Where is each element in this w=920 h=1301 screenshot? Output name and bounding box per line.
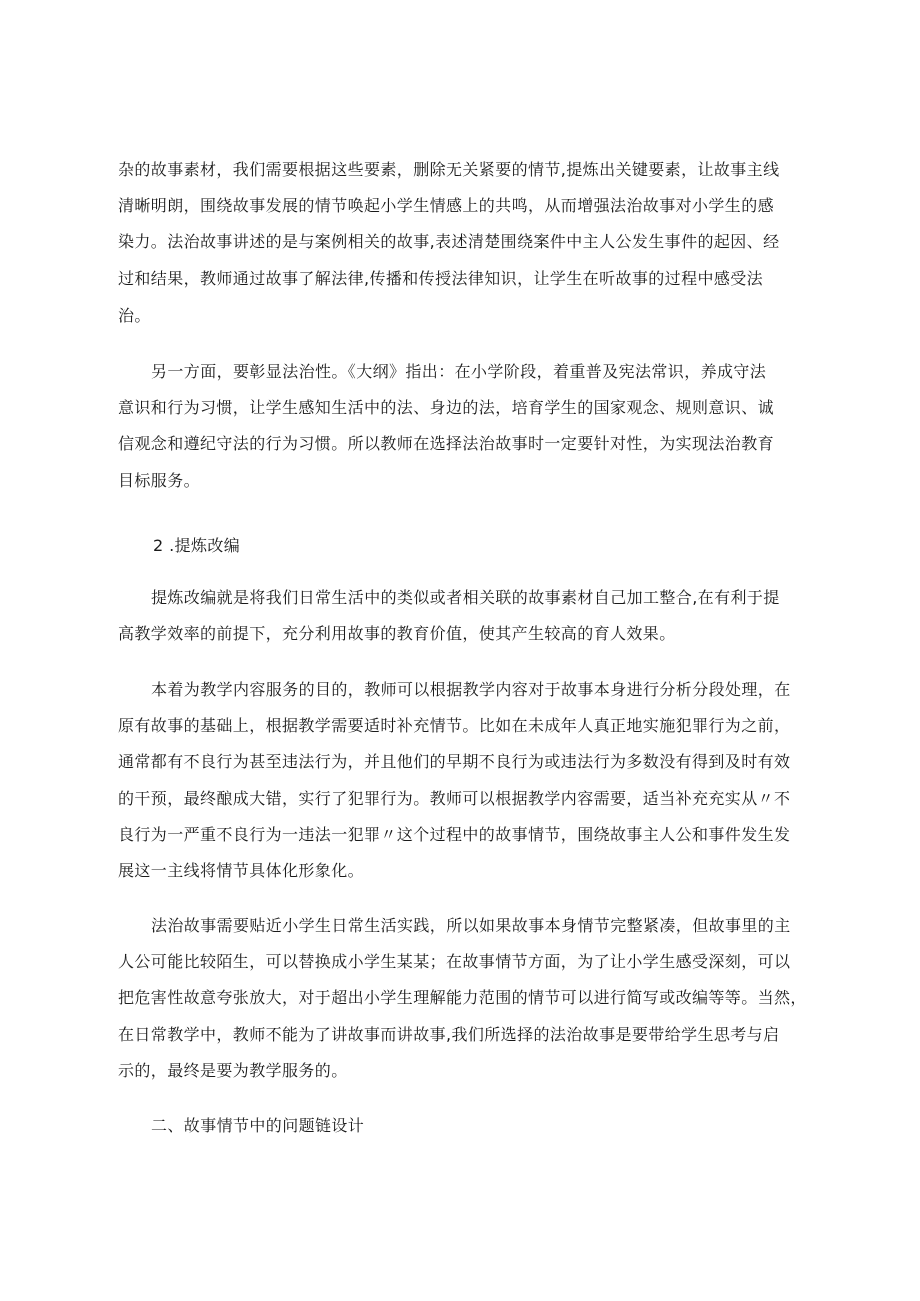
paragraph-1-line-1: 杂的故事素材，我们需要根据这些要素，删除无关紧要的情节,提炼出关键要素，让故事主线	[118, 160, 780, 179]
paragraph-4-line-2: 原有故事的基础上，根据教学需要适时补充情节。比如在未成年人真正地实施犯罪行为之前，	[118, 716, 791, 735]
paragraph-3-line-1: 提炼改编就是将我们日常生活中的类似或者相关联的故事素材自己加工整合,在有利于提	[151, 588, 780, 607]
paragraph-2-line-4: 目标服务。	[118, 471, 201, 490]
section-heading-2: 2 .提炼改编	[153, 536, 241, 555]
paragraph-1-line-4: 过和结果，教师通过故事了解法律,传播和传授法律知识，让学生在听故事的过程中感受法	[118, 269, 764, 288]
paragraph-4-line-1: 本着为教学内容服务的目的，教师可以根据教学内容对于故事本身进行分析分段处理，在	[151, 680, 791, 699]
paragraph-3-line-2: 高教学效率的前提下，充分利用故事的教育价值，使其产生较高的育人效果。	[118, 624, 676, 643]
paragraph-5-line-3: 把危害性故意夸张放大，对于超出小学生理解能力范围的情节可以进行简写或改编等等。当然，	[118, 988, 807, 1007]
paragraph-1-line-5: 治。	[118, 306, 151, 325]
paragraph-4-line-4: 的干预，最终酿成大错，实行了犯罪行为。教师可以根据教学内容需要，适当补充充实从〃不	[118, 789, 791, 808]
paragraph-1-line-3: 染力。法治故事讲述的是与案例相关的故事,表述清楚围绕案件中主人公发生事件的起因、经	[118, 232, 780, 251]
paragraph-2-line-1: 另一方面，要彰显法治性。《大纲》指出：在小学阶段，着重普及宪法常识，养成守法	[151, 362, 767, 381]
paragraph-2-line-2: 意识和行为习惯，让学生感知生活中的法、身边的法，培育学生的国家观念、规则意识、诚	[118, 398, 775, 417]
paragraph-4-line-3: 通常都有不良行为甚至违法行为，并且他们的早期不良行为或违法行为多数没有得到及时有效	[118, 752, 791, 771]
paragraph-4-line-5: 良行为一严重不良行为一违法一犯罪〃这个过程中的故事情节，围绕故事主人公和事件发生发	[118, 825, 791, 844]
paragraph-5-line-4: 在日常教学中，教师不能为了讲故事而讲故事,我们所选择的法治故事是要带给学生思考与启	[118, 1025, 780, 1044]
paragraph-5-line-1: 法治故事需要贴近小学生日常生活实践，所以如果故事本身情节完整紧凑，但故事里的主	[151, 916, 791, 935]
paragraph-5-line-2: 人公可能比较陌生，可以替换成小学生某某；在故事情节方面，为了让小学生感受深刻，可以	[118, 952, 791, 971]
paragraph-2-line-3: 信观念和遵纪守法的行为习惯。所以教师在选择法治故事时一定要针对性，为实现法治教育	[118, 434, 775, 453]
paragraph-5-line-5: 示的，最终是要为教学服务的。	[118, 1061, 348, 1080]
section-heading-er: 二、故事情节中的问题链设计	[151, 1116, 365, 1135]
paragraph-4-line-6: 展这一主线将情节具体化形象化。	[118, 861, 365, 880]
paragraph-1-line-2: 清晰明朗，围绕故事发展的情节唤起小学生情感上的共鸣，从而增强法治故事对小学生的感	[118, 196, 775, 215]
